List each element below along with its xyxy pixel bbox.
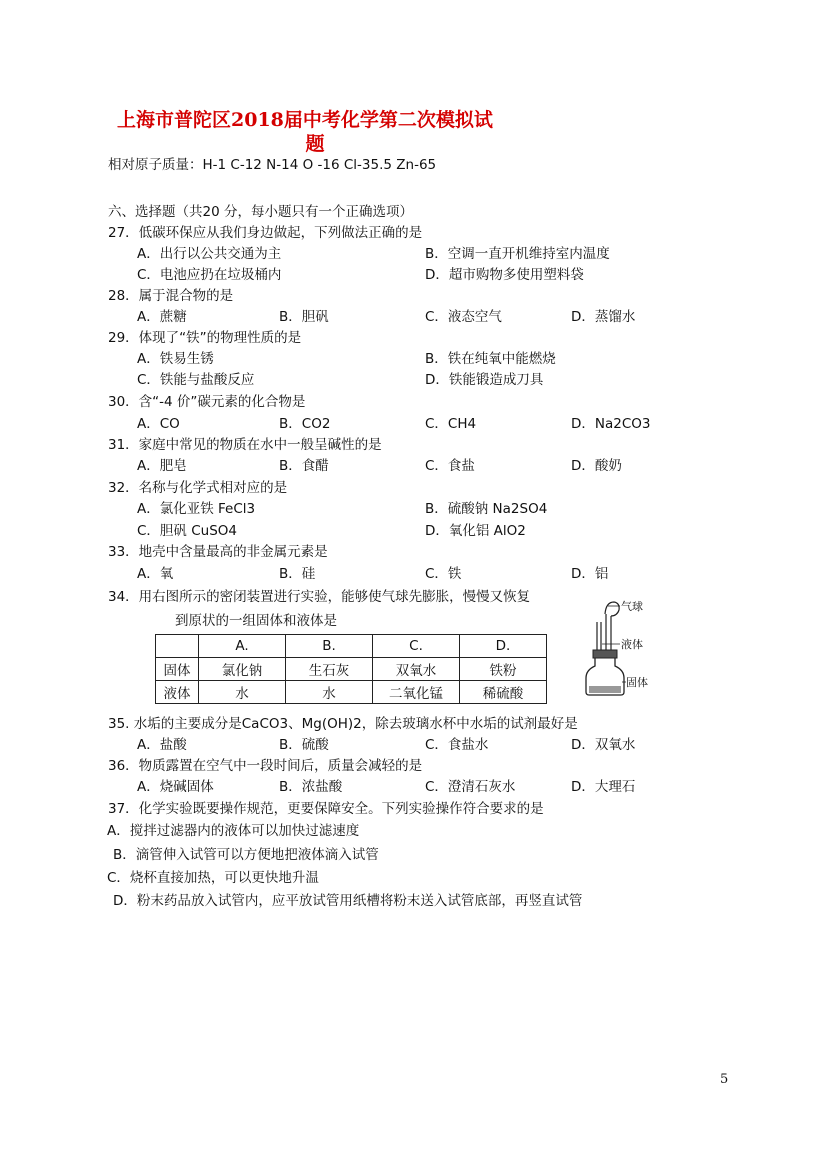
table-row xyxy=(156,681,547,704)
q34-table xyxy=(155,634,547,704)
q29-stem: 29．体现了“铁”的物理性质的是 xyxy=(108,330,302,346)
q28-option-d: D．蒸馏水 xyxy=(571,309,636,325)
q32-option-c: C．胆矾 CuSO4 xyxy=(137,523,237,539)
q27-option-d: D．超市购物多使用塑料袋 xyxy=(425,267,584,283)
title-line-1: 上海市普陀区2018届中考化学第二次模拟试 xyxy=(117,109,493,131)
q36-option-d: D．大理石 xyxy=(571,779,636,795)
q31-option-d: D．酸奶 xyxy=(571,458,622,474)
table-cell: 水 xyxy=(199,681,286,704)
q32-option-d: D．氧化铝 AlO2 xyxy=(425,523,526,539)
q32-option-b: B．硫酸钠 Na2SO4 xyxy=(425,501,548,517)
q29-option-d: D．铁能锻造成刀具 xyxy=(425,372,544,388)
page-number: 5 xyxy=(720,1072,729,1087)
q37-option-b: B．滴管伸入试管可以方便地把液体滴入试管 xyxy=(113,847,379,863)
q30-option-c: C．CH4 xyxy=(425,416,477,432)
q33-option-b: B．硅 xyxy=(279,566,316,582)
table-cell: B. xyxy=(286,635,373,658)
q34-stem-continued: 到原状的一组固体和液体是 xyxy=(175,613,337,629)
q36-option-a: A．烧碱固体 xyxy=(137,779,214,795)
q37-option-a: A．搅拌过滤器内的液体可以加快过滤速度 xyxy=(107,823,360,839)
table-cell: 生石灰 xyxy=(286,658,373,681)
q29-option-c: C．铁能与盐酸反应 xyxy=(137,372,255,388)
q35-option-a: A．盐酸 xyxy=(137,737,187,753)
q28-stem: 28．属于混合物的是 xyxy=(108,288,234,304)
q27-option-b: B．空调一直开机维持室内温度 xyxy=(425,246,610,262)
q31-option-b: B．食醋 xyxy=(279,458,329,474)
table-cell: 液体 xyxy=(156,681,199,704)
q35-option-d: D．双氧水 xyxy=(571,737,636,753)
q37-option-d: D．粉末药品放入试管内，应平放试管用纸槽将粉末送入试管底部，再竖直试管 xyxy=(113,893,583,909)
q27-option-c: C．电池应扔在垃圾桶内 xyxy=(137,267,282,283)
q33-option-c: C．铁 xyxy=(425,566,462,582)
q33-option-a: A．氧 xyxy=(137,566,174,582)
atomic-masses: 相对原子质量：H-1 C-12 N-14 O -16 Cl-35.5 Zn-65 xyxy=(108,157,437,173)
solid-label: 固体 xyxy=(626,676,648,689)
q30-option-b: B．CO2 xyxy=(279,416,331,432)
table-cell: 铁粉 xyxy=(460,658,547,681)
q31-stem: 31．家庭中常见的物质在水中一般呈碱性的是 xyxy=(108,437,382,453)
balloon-icon xyxy=(605,602,619,616)
balloon-label: 气球 xyxy=(621,600,643,613)
table-cell: 固体 xyxy=(156,658,199,681)
q37-option-c: C．烧杯直接加热，可以更快地升温 xyxy=(107,870,319,886)
table-cell: 二氧化锰 xyxy=(373,681,460,704)
q37-stem: 37．化学实验既要操作规范，更要保障安全。下列实验操作符合要求的是 xyxy=(108,801,544,817)
liquid-label: 液体 xyxy=(621,638,643,651)
table-header-row xyxy=(156,635,547,658)
title-line-2: 题 xyxy=(305,133,325,155)
q36-option-b: B．浓盐酸 xyxy=(279,779,343,795)
table-cell: 稀硫酸 xyxy=(460,681,547,704)
table-cell xyxy=(156,635,199,658)
q29-option-b: B．铁在纯氧中能燃烧 xyxy=(425,351,556,367)
q30-stem: 30．含“-4 价”碳元素的化合物是 xyxy=(108,394,306,410)
q29-option-a: A．铁易生锈 xyxy=(137,351,214,367)
q27-stem: 27．低碳环保应从我们身边做起，下列做法正确的是 xyxy=(108,225,423,241)
section-header: 六、选择题（共20 分，每小题只有一个正确选项） xyxy=(108,204,413,220)
stopper-icon xyxy=(593,650,617,658)
q32-option-a: A．氯化亚铁 FeCl3 xyxy=(137,501,256,517)
table-cell: 双氧水 xyxy=(373,658,460,681)
q28-option-b: B．胆矾 xyxy=(279,309,329,325)
q27-option-a: A．出行以公共交通为主 xyxy=(137,246,282,262)
q28-option-a: A．蔗糖 xyxy=(137,309,187,325)
q35-option-c: C．食盐水 xyxy=(425,737,489,753)
q28-option-c: C．液态空气 xyxy=(425,309,502,325)
table-row xyxy=(156,658,547,681)
flask-apparatus-figure xyxy=(578,598,650,698)
q33-stem: 33．地壳中含量最高的非金属元素是 xyxy=(108,544,328,560)
solid-icon xyxy=(589,686,621,693)
table-cell: 水 xyxy=(286,681,373,704)
table-cell: A. xyxy=(199,635,286,658)
q31-option-a: A．肥皂 xyxy=(137,458,187,474)
table-cell: 氯化钠 xyxy=(199,658,286,681)
q32-stem: 32．名称与化学式相对应的是 xyxy=(108,480,288,496)
table-cell: C. xyxy=(373,635,460,658)
q33-option-d: D．铝 xyxy=(571,566,609,582)
exam-title xyxy=(117,108,507,156)
q34-stem: 34．用右图所示的密闭装置进行实验，能够使气球先膨胀，慢慢又恢复 xyxy=(108,589,531,605)
q36-option-c: C．澄清石灰水 xyxy=(425,779,516,795)
q35-stem: 35. 水垢的主要成分是CaCO3、Mg(OH)2，除去玻璃水杯中水垢的试剂最好是 xyxy=(108,716,578,732)
q35-option-b: B．硫酸 xyxy=(279,737,329,753)
q30-option-d: D．Na2CO3 xyxy=(571,416,651,432)
q36-stem: 36．物质露置在空气中一段时间后，质量会减轻的是 xyxy=(108,758,423,774)
table-cell: D. xyxy=(460,635,547,658)
q31-option-c: C．食盐 xyxy=(425,458,475,474)
q30-option-a: A．CO xyxy=(137,416,180,432)
